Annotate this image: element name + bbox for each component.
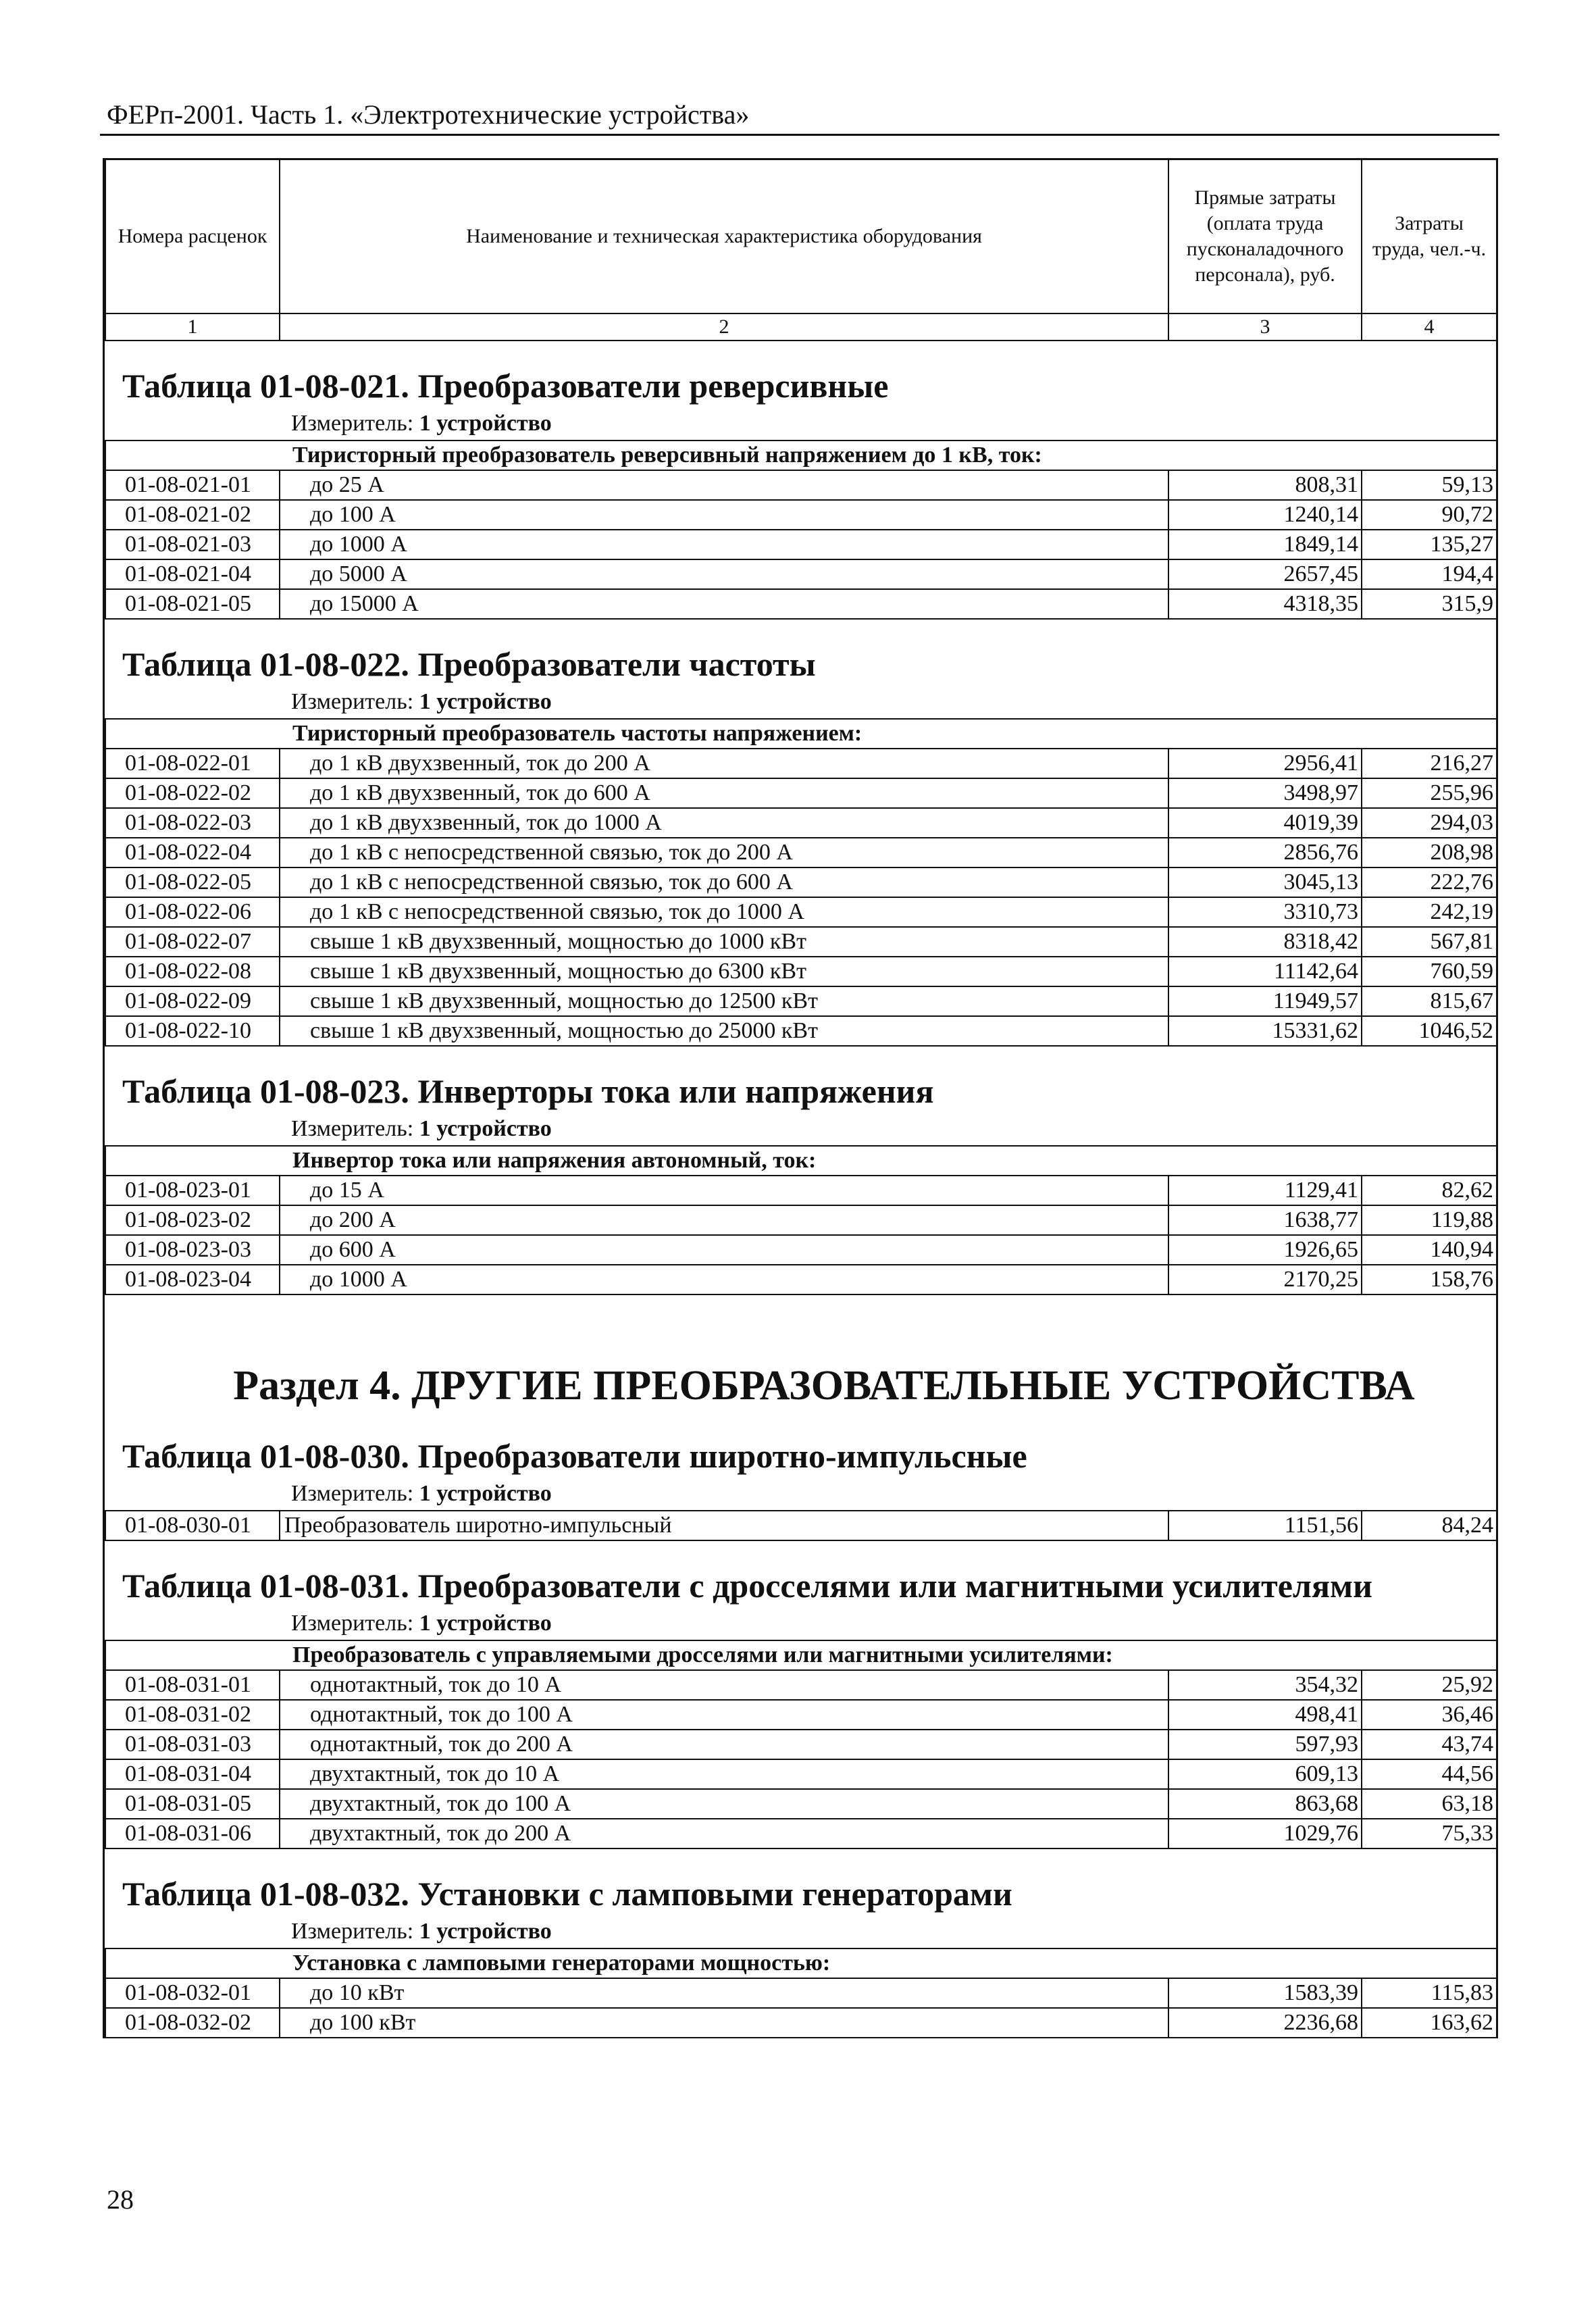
table-block-032 (105, 1873, 1496, 2038)
rate-code: 01-08-021-02 (105, 500, 280, 530)
unit-value: 1 устройство (419, 1918, 552, 1944)
header-rule (100, 134, 1499, 136)
rate-code: 01-08-022-03 (105, 808, 280, 838)
rate-labor: 567,81 (1362, 927, 1497, 957)
table-row (105, 1819, 1497, 1848)
rate-labor: 36,46 (1362, 1700, 1497, 1730)
rate-code: 01-08-031-06 (105, 1819, 280, 1848)
rate-name: до 100 кВт (280, 2008, 1168, 2038)
unit-value: 1 устройство (419, 1610, 552, 1636)
rate-labor: 208,98 (1362, 838, 1497, 867)
table-row (105, 2008, 1497, 2038)
table-row (105, 867, 1497, 897)
rate-code: 01-08-021-01 (105, 470, 280, 500)
unit-line (105, 1115, 1496, 1145)
table-title: Таблица 01-08-022. Преобразователи частоты (122, 645, 816, 683)
rate-name: до 1 кВ двухзвенный, ток до 1000 А (280, 808, 1168, 838)
table-row (105, 927, 1497, 957)
group-heading: Преобразователь с управляемыми дросселями или магнитными усилителями: (105, 1640, 1497, 1670)
rate-name: свыше 1 кВ двухзвенный, мощностью до 6300 кВт (280, 957, 1168, 986)
rates-table (105, 718, 1497, 1047)
rate-code: 01-08-023-03 (105, 1235, 280, 1265)
rate-name: до 5000 А (280, 559, 1168, 589)
rate-cost: 609,13 (1168, 1759, 1362, 1789)
column-header-table (105, 158, 1497, 341)
rate-labor: 25,92 (1362, 1670, 1497, 1700)
rate-name: до 15000 А (280, 589, 1168, 619)
rate-name: до 1 кВ двухзвенный, ток до 200 А (280, 749, 1168, 778)
table-title: Таблица 01-08-031. Преобразователи с дросселями или магнитными усилителями (122, 1566, 1372, 1605)
rate-cost: 1129,41 (1168, 1176, 1362, 1205)
table-row (105, 559, 1497, 589)
rate-name: двухтактный, ток до 100 А (280, 1789, 1168, 1819)
rate-cost: 2236,68 (1168, 2008, 1362, 2038)
table-row (105, 986, 1497, 1016)
rate-cost: 863,68 (1168, 1789, 1362, 1819)
rate-code: 01-08-023-04 (105, 1265, 280, 1294)
rate-cost: 1849,14 (1168, 530, 1362, 559)
table-row (105, 897, 1497, 927)
table-block-023 (105, 1071, 1496, 1295)
rate-code: 01-08-022-06 (105, 897, 280, 927)
unit-value: 1 устройство (419, 1115, 552, 1141)
unit-label: Измеритель: (291, 1480, 414, 1506)
rate-name: до 1 кВ двухзвенный, ток до 600 А (280, 778, 1168, 808)
rate-cost: 2657,45 (1168, 559, 1362, 589)
rate-code: 01-08-022-05 (105, 867, 280, 897)
table-row (105, 1670, 1497, 1700)
rate-name: до 25 А (280, 470, 1168, 500)
rate-labor: 75,33 (1362, 1819, 1497, 1848)
table-title: Таблица 01-08-030. Преобразователи широтно-импульсные (122, 1436, 1027, 1475)
table-row (105, 1978, 1497, 2008)
table-row (105, 778, 1497, 808)
col-header-labor: Затраты труда, чел.-ч. (1362, 159, 1497, 313)
unit-label: Измеритель: (291, 1918, 414, 1944)
rate-labor: 119,88 (1362, 1205, 1497, 1235)
rate-cost: 1151,56 (1168, 1511, 1362, 1540)
running-head: ФЕРп-2001. Часть 1. «Электротехнические устройства» (107, 99, 750, 130)
rate-name: до 1 кВ с непосредственной связью, ток до 200 А (280, 838, 1168, 867)
rate-code: 01-08-031-01 (105, 1670, 280, 1700)
rate-labor: 44,56 (1362, 1759, 1497, 1789)
rate-labor: 59,13 (1362, 470, 1497, 500)
unit-label: Измеритель: (291, 688, 414, 714)
rate-name: свыше 1 кВ двухзвенный, мощностью до 12500 кВт (280, 986, 1168, 1016)
rate-labor: 294,03 (1362, 808, 1497, 838)
rate-labor: 135,27 (1362, 530, 1497, 559)
unit-label: Измеритель: (291, 1115, 414, 1141)
rate-cost: 498,41 (1168, 1700, 1362, 1730)
table-title: Таблица 01-08-023. Инверторы тока или напряжения (122, 1072, 934, 1110)
table-row (105, 1700, 1497, 1730)
rate-code: 01-08-021-03 (105, 530, 280, 559)
rate-name: однотактный, ток до 10 А (280, 1670, 1168, 1700)
rates-table (105, 1145, 1497, 1295)
rate-cost: 354,32 (1168, 1670, 1362, 1700)
rate-name: до 15 А (280, 1176, 1168, 1205)
rate-code: 01-08-022-01 (105, 749, 280, 778)
group-heading: Инвертор тока или напряжения автономный, ток: (105, 1146, 1497, 1176)
table-title: Таблица 01-08-021. Преобразователи реверсивные (122, 366, 889, 405)
rate-labor: 315,9 (1362, 589, 1497, 619)
rates-table (105, 1510, 1497, 1541)
rate-code: 01-08-032-01 (105, 1978, 280, 2008)
rate-code: 01-08-022-07 (105, 927, 280, 957)
table-row (105, 589, 1497, 619)
rate-code: 01-08-022-02 (105, 778, 280, 808)
rate-code: 01-08-023-01 (105, 1176, 280, 1205)
table-row (105, 470, 1497, 500)
rate-code: 01-08-032-02 (105, 2008, 280, 2038)
rate-labor: 242,19 (1362, 897, 1497, 927)
rate-cost: 1638,77 (1168, 1205, 1362, 1235)
table-row (105, 1730, 1497, 1759)
rate-labor: 140,94 (1362, 1235, 1497, 1265)
table-row (105, 500, 1497, 530)
rate-labor: 1046,52 (1362, 1016, 1497, 1046)
rate-labor: 163,62 (1362, 2008, 1497, 2038)
rate-code: 01-08-022-10 (105, 1016, 280, 1046)
rate-cost: 11142,64 (1168, 957, 1362, 986)
rate-name: до 10 кВт (280, 1978, 1168, 2008)
table-block-021 (105, 366, 1496, 620)
rate-code: 01-08-031-03 (105, 1730, 280, 1759)
rate-code: 01-08-022-08 (105, 957, 280, 986)
col-number-3: 3 (1168, 313, 1362, 341)
col-header-cost: Прямые затраты (оплата труда пусконаладочного персонала), руб. (1168, 159, 1362, 313)
table-row (105, 957, 1497, 986)
col-header-name: Наименование и техническая характеристика оборудования (280, 159, 1168, 313)
table-row (105, 1205, 1497, 1235)
unit-line (105, 688, 1496, 718)
rate-labor: 760,59 (1362, 957, 1497, 986)
rate-cost: 1583,39 (1168, 1978, 1362, 2008)
rate-name: свыше 1 кВ двухзвенный, мощностью до 25000 кВт (280, 1016, 1168, 1046)
group-heading: Тиристорный преобразователь реверсивный напряжением до 1 кВ, ток: (105, 441, 1497, 470)
unit-value: 1 устройство (419, 410, 552, 436)
table-row (105, 749, 1497, 778)
rate-labor: 216,27 (1362, 749, 1497, 778)
rate-cost: 11949,57 (1168, 986, 1362, 1016)
group-heading: Установка с ламповыми генераторами мощностью: (105, 1948, 1497, 1978)
rates-table (105, 1948, 1497, 2038)
rate-cost: 4318,35 (1168, 589, 1362, 619)
rate-cost: 1240,14 (1168, 500, 1362, 530)
price-document (103, 158, 1498, 2038)
table-row (105, 838, 1497, 867)
unit-label: Измеритель: (291, 1610, 414, 1636)
rates-table (105, 1640, 1497, 1849)
rate-code: 01-08-031-02 (105, 1700, 280, 1730)
rate-name: до 200 А (280, 1205, 1168, 1235)
rate-name: до 1 кВ с непосредственной связью, ток до 600 А (280, 867, 1168, 897)
rate-name: до 1 кВ с непосредственной связью, ток до 1000 А (280, 897, 1168, 927)
table-row (105, 530, 1497, 559)
rate-name: двухтактный, ток до 10 А (280, 1759, 1168, 1789)
rate-code: 01-08-023-02 (105, 1205, 280, 1235)
rate-code: 01-08-021-04 (105, 559, 280, 589)
table-block-022 (105, 644, 1496, 1047)
rate-code: 01-08-022-09 (105, 986, 280, 1016)
rate-cost: 4019,39 (1168, 808, 1362, 838)
table-row (105, 1235, 1497, 1265)
rate-cost: 2856,76 (1168, 838, 1362, 867)
rate-cost: 15331,62 (1168, 1016, 1362, 1046)
unit-line (105, 410, 1496, 440)
rate-code: 01-08-031-04 (105, 1759, 280, 1789)
rate-name: двухтактный, ток до 200 А (280, 1819, 1168, 1848)
rates-table (105, 440, 1497, 620)
table-row (105, 1265, 1497, 1294)
col-number-2: 2 (280, 313, 1168, 341)
table-block-030 (105, 1436, 1496, 1541)
rate-code: 01-08-021-05 (105, 589, 280, 619)
unit-line (105, 1480, 1496, 1510)
rate-cost: 808,31 (1168, 470, 1362, 500)
rate-labor: 90,72 (1362, 500, 1497, 530)
rate-name: Преобразователь широтно-импульсный (280, 1511, 1168, 1540)
rate-labor: 222,76 (1362, 867, 1497, 897)
rate-labor: 255,96 (1362, 778, 1497, 808)
rate-name: до 1000 А (280, 1265, 1168, 1294)
section-title: Раздел 4. ДРУГИЕ ПРЕОБРАЗОВАТЕЛЬНЫЕ УСТРОЙСТВА (233, 1362, 1415, 1409)
rate-labor: 43,74 (1362, 1730, 1497, 1759)
rate-cost: 3498,97 (1168, 778, 1362, 808)
table-row (105, 1511, 1497, 1540)
unit-line (105, 1918, 1496, 1948)
rate-code: 01-08-030-01 (105, 1511, 280, 1540)
table-row (105, 1759, 1497, 1789)
rate-cost: 8318,42 (1168, 927, 1362, 957)
rate-name: до 100 А (280, 500, 1168, 530)
table-title: Таблица 01-08-032. Установки с ламповыми генераторами (122, 1874, 1012, 1913)
unit-value: 1 устройство (419, 1480, 552, 1506)
table-row (105, 808, 1497, 838)
table-row (105, 1016, 1497, 1046)
rate-labor: 158,76 (1362, 1265, 1497, 1294)
unit-value: 1 устройство (419, 688, 552, 714)
rate-cost: 3310,73 (1168, 897, 1362, 927)
rate-cost: 597,93 (1168, 1730, 1362, 1759)
rate-labor: 82,62 (1362, 1176, 1497, 1205)
unit-label: Измеритель: (291, 410, 414, 436)
table-row (105, 1789, 1497, 1819)
rate-code: 01-08-031-05 (105, 1789, 280, 1819)
rate-labor: 815,67 (1362, 986, 1497, 1016)
unit-line (105, 1610, 1496, 1640)
group-heading: Тиристорный преобразователь частоты напряжением: (105, 719, 1497, 749)
rate-labor: 84,24 (1362, 1511, 1497, 1540)
col-header-codes: Номера расценок (105, 159, 280, 313)
table-row (105, 1176, 1497, 1205)
rate-name: свыше 1 кВ двухзвенный, мощностью до 1000 кВт (280, 927, 1168, 957)
table-block-031 (105, 1565, 1496, 1849)
rate-labor: 194,4 (1362, 559, 1497, 589)
rate-name: однотактный, ток до 200 А (280, 1730, 1168, 1759)
rate-cost: 1029,76 (1168, 1819, 1362, 1848)
rate-name: до 600 А (280, 1235, 1168, 1265)
rate-labor: 115,83 (1362, 1978, 1497, 2008)
col-number-1: 1 (105, 313, 280, 341)
rate-cost: 1926,65 (1168, 1235, 1362, 1265)
rate-cost: 3045,13 (1168, 867, 1362, 897)
page-number: 28 (107, 2184, 134, 2215)
rate-name: до 1000 А (280, 530, 1168, 559)
rate-cost: 2170,25 (1168, 1265, 1362, 1294)
rate-labor: 63,18 (1362, 1789, 1497, 1819)
rate-code: 01-08-022-04 (105, 838, 280, 867)
rate-cost: 2956,41 (1168, 749, 1362, 778)
col-number-4: 4 (1362, 313, 1497, 341)
rate-name: однотактный, ток до 100 А (280, 1700, 1168, 1730)
